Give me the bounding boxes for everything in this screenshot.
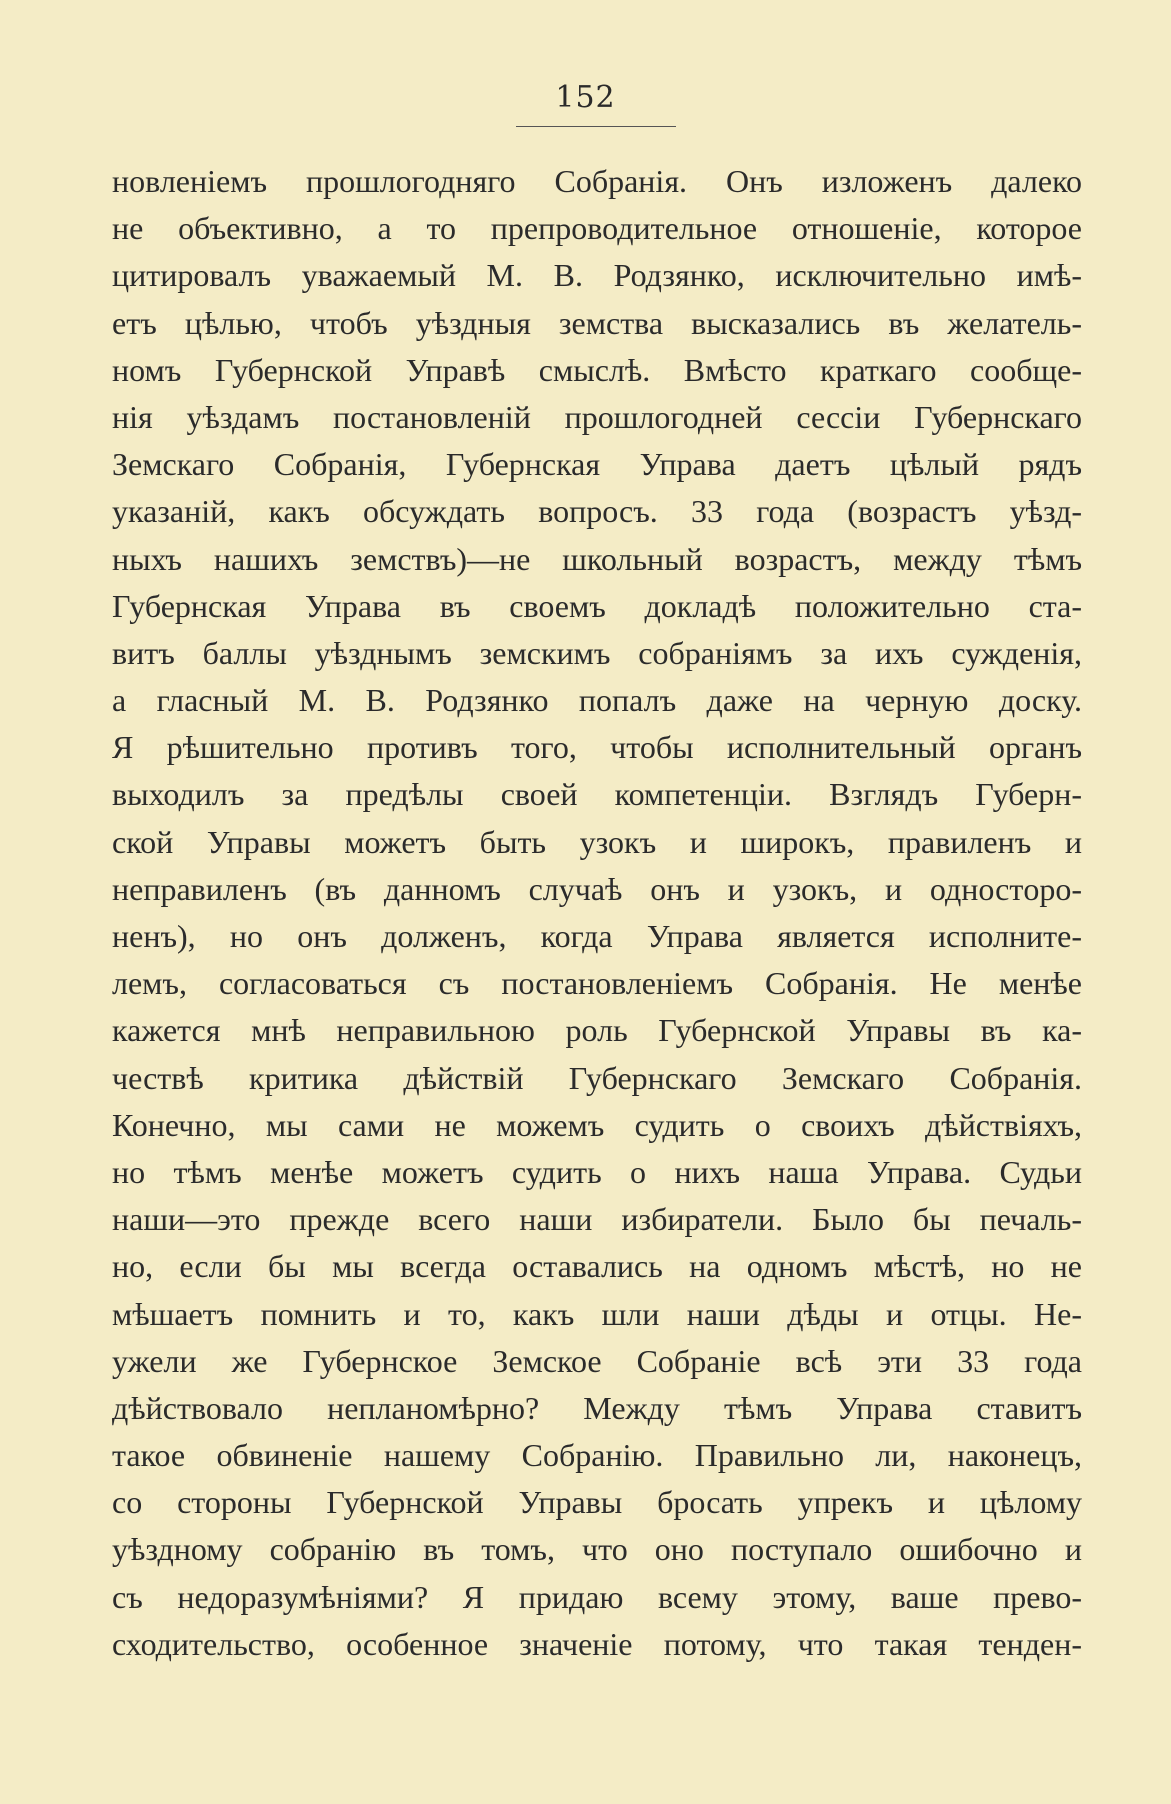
text-line: чествѣ критика дѣйствій Губернскаго Земскаго Собранія. [112, 1059, 1082, 1096]
text-line: но тѣмъ менѣе можетъ судить о нихъ наша Управа. Судьи [112, 1153, 1082, 1190]
text-line: номъ Губернской Управѣ смыслѣ. Вмѣсто краткаго сообще- [112, 351, 1082, 388]
text-line: выходилъ за предѣлы своей компетенціи. Взглядъ Губерн- [112, 776, 1082, 813]
text-line: цитировалъ уважаемый М. В. Родзянко, исключительно имѣ- [112, 257, 1082, 294]
text-line: Я рѣшительно противъ того, чтобы исполнительный органъ [112, 729, 1082, 766]
text-line: дѣйствовало непланомѣрно? Между тѣмъ Управа ставитъ [112, 1389, 1082, 1426]
text-line: съ недоразумѣніями? Я придаю всему этому, ваше прево- [112, 1578, 1082, 1615]
text-line: указаній, какъ обсуждать вопросъ. 33 года (возрастъ уѣзд- [112, 493, 1082, 530]
header-rule [516, 126, 676, 127]
text-line: уѣздному собранію въ томъ, что оно поступало ошибочно и [112, 1531, 1082, 1568]
text-line: ужели же Губернское Земское Собраніе всѣ эти 33 года [112, 1342, 1082, 1379]
text-line: но, если бы мы всегда оставались на одномъ мѣстѣ, но не [112, 1248, 1082, 1285]
text-line: новленіемъ прошлогодняго Собранія. Онъ изложенъ далеко [112, 163, 1082, 199]
text-line: ской Управы можетъ быть узокъ и широкъ, правиленъ и [112, 823, 1082, 860]
text-line: етъ цѣлью, чтобъ уѣздныя земства высказались въ желатель- [112, 304, 1082, 341]
text-line: Земскаго Собранія, Губернская Управа даетъ цѣлый рядъ [112, 446, 1082, 483]
text-line: со стороны Губернской Управы бросать упрекъ и цѣлому [112, 1484, 1082, 1521]
text-line: Губернская Управа въ своемъ докладѣ положительно ста- [112, 587, 1082, 624]
text-line: витъ баллы уѣзднымъ земскимъ собраніямъ за ихъ сужденія, [112, 634, 1082, 671]
text-line: нія уѣздамъ постановленій прошлогодней сессіи Губернскаго [112, 398, 1082, 435]
text-line: а гласный М. В. Родзянко попалъ даже на черную доску. [112, 682, 1082, 719]
text-line: такое обвиненіе нашему Собранію. Правильно ли, наконецъ, [112, 1437, 1082, 1474]
text-line: мѣшаетъ помнить и то, какъ шли наши дѣды и отцы. Не- [112, 1295, 1082, 1332]
text-line: ныхъ нашихъ земствъ)—не школьный возрастъ, между тѣмъ [112, 540, 1082, 577]
text-line: не объективно, а то препроводительное отношеніе, которое [112, 210, 1082, 247]
text-line: кажется мнѣ неправильною роль Губернской Управы въ ка- [112, 1012, 1082, 1049]
text-line: Конечно, мы сами не можемъ судить о своихъ дѣйствіяхъ, [112, 1106, 1082, 1143]
body-text [112, 158, 1082, 1668]
text-line: наши—это прежде всего наши избиратели. Было бы печаль- [112, 1201, 1082, 1238]
page-number: 152 [555, 80, 616, 115]
text-line: ненъ), но онъ долженъ, когда Управа является исполните- [112, 918, 1082, 954]
text-line: лемъ, согласоваться съ постановленіемъ Собранія. Не менѣе [112, 965, 1082, 1002]
text-line: неправиленъ (въ данномъ случаѣ онъ и узокъ, и одностoро- [112, 870, 1082, 907]
text-line: сходительство, особенное значеніе потому, что такая тенден- [112, 1625, 1082, 1662]
